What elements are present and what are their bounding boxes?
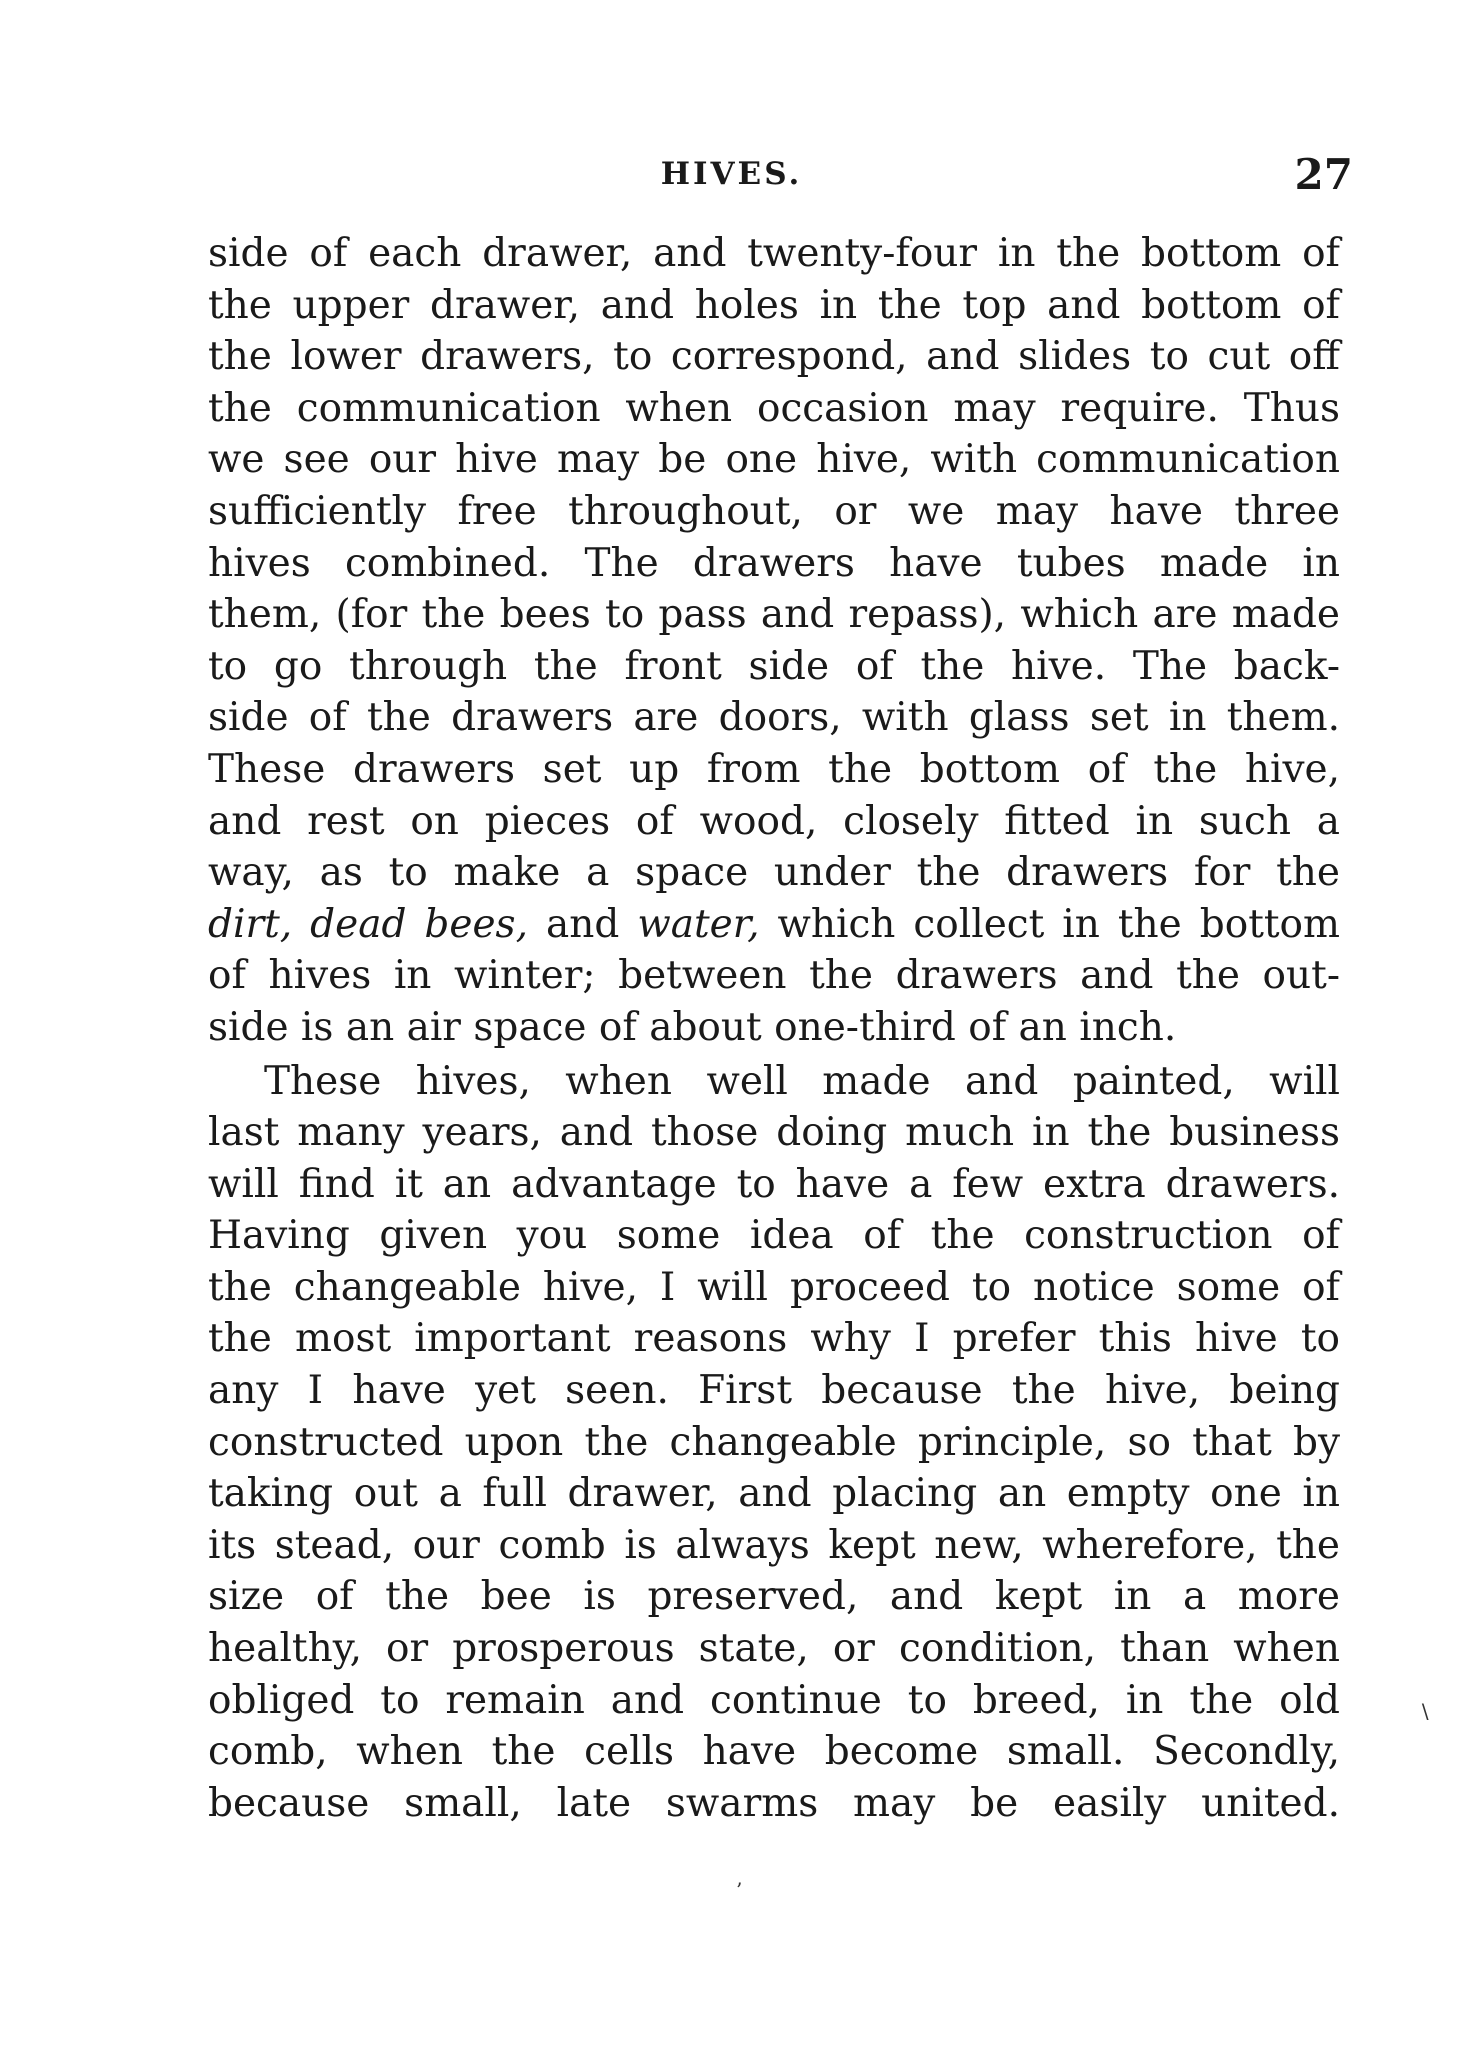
text-line: size of the bee is preserved, and kept in a more xyxy=(208,1574,1340,1620)
text-line: to go through the front side of the hive. The back- xyxy=(208,643,1340,689)
text-line: last many years, and those doing much in the business xyxy=(208,1110,1340,1156)
text-span: and xyxy=(527,901,638,947)
text-line: because small, late swarms may be easily united. xyxy=(208,1780,1340,1826)
ink-speck: ’ xyxy=(736,1878,743,1902)
text-line: the most important reasons why I prefer this hive to xyxy=(208,1316,1340,1362)
text-line: any I have yet seen. First because the hive, being xyxy=(208,1368,1340,1414)
text-line: way, as to make a space under the drawers for the xyxy=(208,850,1340,896)
italic-term: water, xyxy=(637,901,760,947)
text-line: them, (for the bees to pass and repass), which are made xyxy=(208,592,1340,638)
text-line: side of each drawer, and twenty-four in the bottom of xyxy=(208,231,1340,276)
text-line: will find it an advantage to have a few extra drawers. xyxy=(208,1161,1340,1207)
text-line: its stead, our comb is always kept new, wherefore, the xyxy=(208,1522,1340,1568)
text-line: the communication when occasion may require. Thus xyxy=(208,385,1340,431)
text-span xyxy=(292,902,310,947)
text-span: which collect in the bottom xyxy=(759,901,1340,947)
text-line: hives combined. The drawers have tubes made in xyxy=(208,540,1340,586)
page-number: 27 xyxy=(1294,150,1353,199)
text-line: taking out a full drawer, and placing an empty one in xyxy=(208,1471,1340,1517)
text-line: Having given you some idea of the construction of xyxy=(208,1213,1340,1259)
ink-speck: ∖ xyxy=(1418,1700,1431,1724)
paragraph-2 xyxy=(208,1056,1340,1830)
text-line: healthy, or prosperous state, or condition, than when xyxy=(208,1626,1340,1672)
text-line: constructed upon the changeable principle, so that by xyxy=(208,1419,1340,1465)
text-line: side of the drawers are doors, with glass set in them. xyxy=(208,695,1340,741)
text-line: These hives, when well made and painted, will xyxy=(264,1058,1340,1104)
italic-term: dead bees, xyxy=(310,901,528,947)
italic-term: dirt, xyxy=(208,901,293,947)
text-line: the upper drawer, and holes in the top and bottom of xyxy=(208,282,1340,328)
text-line: of hives in winter; between the drawers and the out- xyxy=(208,953,1340,999)
running-head xyxy=(0,150,1463,200)
text-line: the lower drawers, to correspond, and slides to cut off xyxy=(208,334,1340,380)
text-line: comb, when the cells have become small. Secondly, xyxy=(208,1729,1340,1775)
text-line: obliged to remain and continue to breed, in the old xyxy=(208,1677,1340,1723)
text-line: we see our hive may be one hive, with communication xyxy=(208,437,1340,483)
text-line: These drawers set up from the bottom of the hive, xyxy=(208,746,1340,792)
running-title: HIVES. xyxy=(660,156,803,192)
paragraph-1 xyxy=(208,228,1340,1054)
text-line-italic-terms xyxy=(208,899,1340,951)
text-line: sufficiently free throughout, or we may have three xyxy=(208,488,1340,534)
body-text xyxy=(208,228,1340,1829)
text-line: side is an air space of about one-third of an inch. xyxy=(208,1004,1177,1050)
text-line: and rest on pieces of wood, closely fitted in such a xyxy=(208,798,1340,844)
text-line: the changeable hive, I will proceed to notice some of xyxy=(208,1264,1340,1310)
